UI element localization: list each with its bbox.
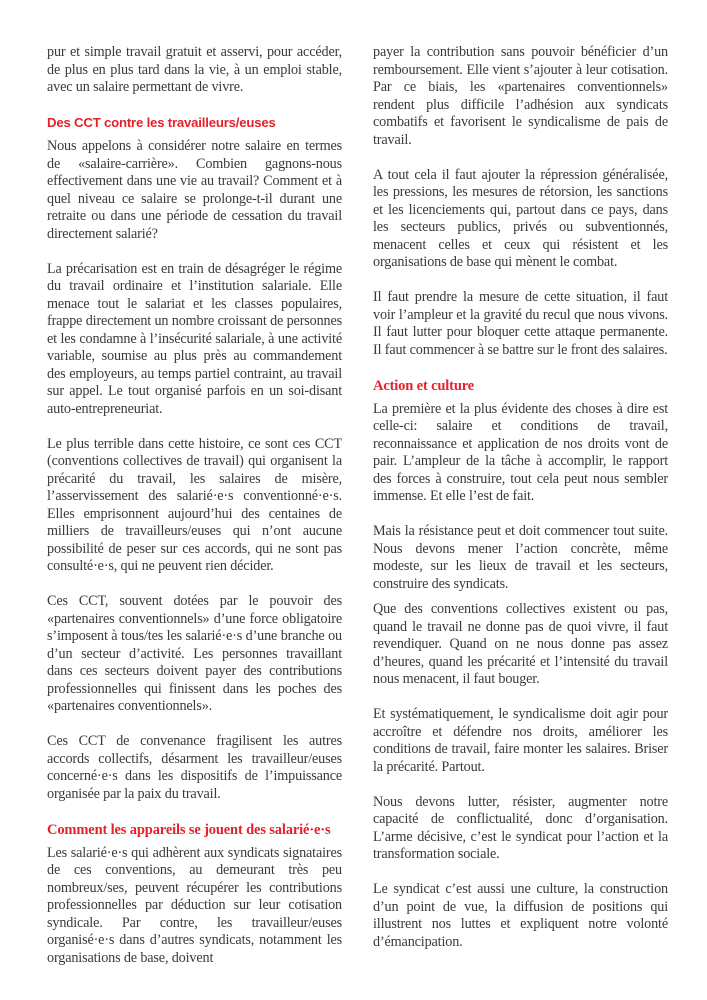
paragraph: Il faut prendre la mesure de cette situation, il faut voir l’ampleur et la gravité du recul que nous vivons. Il faut lutter pour bloquer cette attaque permanente. Il faut commencer à se battre sur le front des salaires. [373,289,668,358]
paragraph: Nous appelons à considérer notre salaire en termes de «salaire-carrière». Combien gagnons-nous effectivement dans une vie au travail? Comment et à quel niveau ce salaire se prolonge-t-il durant une retraite ou dans une période de cessation du travail directement salarié? [47,138,342,242]
left-column [47,44,342,985]
paragraph: Le syndicat c’est aussi une culture, la construction d’un point de vue, la diffusion de positions qui illustrent nos luttes et expliquent notre volonté d’émancipation. [373,881,668,950]
section-heading: Comment les appareils se jouent des salarié·e·s [47,821,331,838]
paragraph: La précarisation est en train de désagréger le régime du travail ordinaire et l’institution salariale. Elle menace tout le salariat et les classes populaires, frappe directement un nombre croissant de personnes et les condamne à l’insécurité salariale, à une activité variable, soumise au plus près au commandement des employeurs, au temps partiel contraint, au travail sur appel. Le tout organisé parfois en un soi-disant auto-entrepreneuriat. [47,260,342,417]
paragraph: Ces CCT de convenance fragilisent les autres accords collectifs, désarment les travailleur/euses concerné·e·s dans les dispositifs de l’impuissance organisée par la paix du travail. [47,733,342,802]
right-column [373,44,668,969]
paragraph: Mais la résistance peut et doit commencer tout suite. Nous devons mener l’action concrète, même modeste, sur les lieux de travail et les secteurs, construire des syndicats. [373,523,668,592]
section-heading: Des CCT contre les travailleurs/euses [47,115,276,130]
paragraph: Que des conventions collectives existent ou pas, quand le travail ne donne pas de quoi vivre, il faut revendiquer. Quand on ne nous donne pas assez d’heures, quand les précarité et l’intensité du travail nous menacent, il faut bouger. [373,601,668,687]
paragraph: La première et la plus évidente des choses à dire est celle-ci: salaire et conditions de travail, reconnaissance et application de nos droits vont de pair. L’ampleur de la tâche à accomplir, le rapport des forces à construire, tout cela peut nous sembler immense. Et elle l’est de fait. [373,400,668,504]
paragraph: Et systématiquement, le syndicalisme doit agir pour accroître et défendre nos droits, améliorer les conditions de travail, faire monter les salaires. Briser la précarité. Partout. [373,706,668,775]
paragraph: Ces CCT, souvent dotées par le pouvoir des «partenaires conventionnels» d’une force obligatoire s’imposent à tous/tes les salarié·e·s d’une branche ou d’un secteur d’activité. Les personnes travaillant dans ces secteurs doivent payer des contributions professionnelles qui finissent dans les poches des «partenaires conventionnels». [47,593,342,714]
paragraph: pur et simple travail gratuit et asservi, pour accéder, de plus en plus tard dans la vie, à un emploi stable, avec un salaire permettant de vivre. [47,44,342,95]
paragraph: Nous devons lutter, résister, augmenter notre capacité de conflictualité, donc d’organisation. L’arme décisive, c’est le syndicat pour l’action et la transformation sociale. [373,793,668,862]
section-heading: Action et culture [373,377,475,394]
paragraph: Les salarié·e·s qui adhèrent aux syndicats signataires de ces conventions, au demeurant très peu nombreux/ses, peuvent récupérer les contributions professionnelles par déduction sur leur cotisation syndicale. Par contre, les travailleur/euses organisé·e·s dans d’autres syndicats, notamment les organisations de base, doivent [47,844,342,966]
paragraph: Le plus terrible dans cette histoire, ce sont ces CCT (conventions collectives de travail) qui organisent la précarité du travail, les salaires de misère, l’asservissement des salarié·e·s conventionné·e·s. Elles emprisonnent aujourd’hui des centaines de milliers de travailleurs/euses qui n’ont aucune possibilité de peser sur ces accords, qui ne sont pas consulté·e·s, qui ne peuvent rien décider. [47,435,342,574]
paragraph: payer la contribution sans pouvoir bénéficier d’un remboursement. Elle vient s’ajouter à leur cotisation. Par ce biais, les «partenaires conventionnels» rendent plus difficile l’adhésion aux syndicats combatifs et favorisent le syndicalisme de pais de travail. [373,44,668,148]
paragraph: A tout cela il faut ajouter la répression généralisée, les pressions, les mesures de rétorsion, les sanctions et les licenciements qui, partout dans ce pays, dans les secteurs publics, privés ou subventionnés, menacent celles et ceux qui résistent et les organisations de base qui mènent le combat. [373,166,668,270]
